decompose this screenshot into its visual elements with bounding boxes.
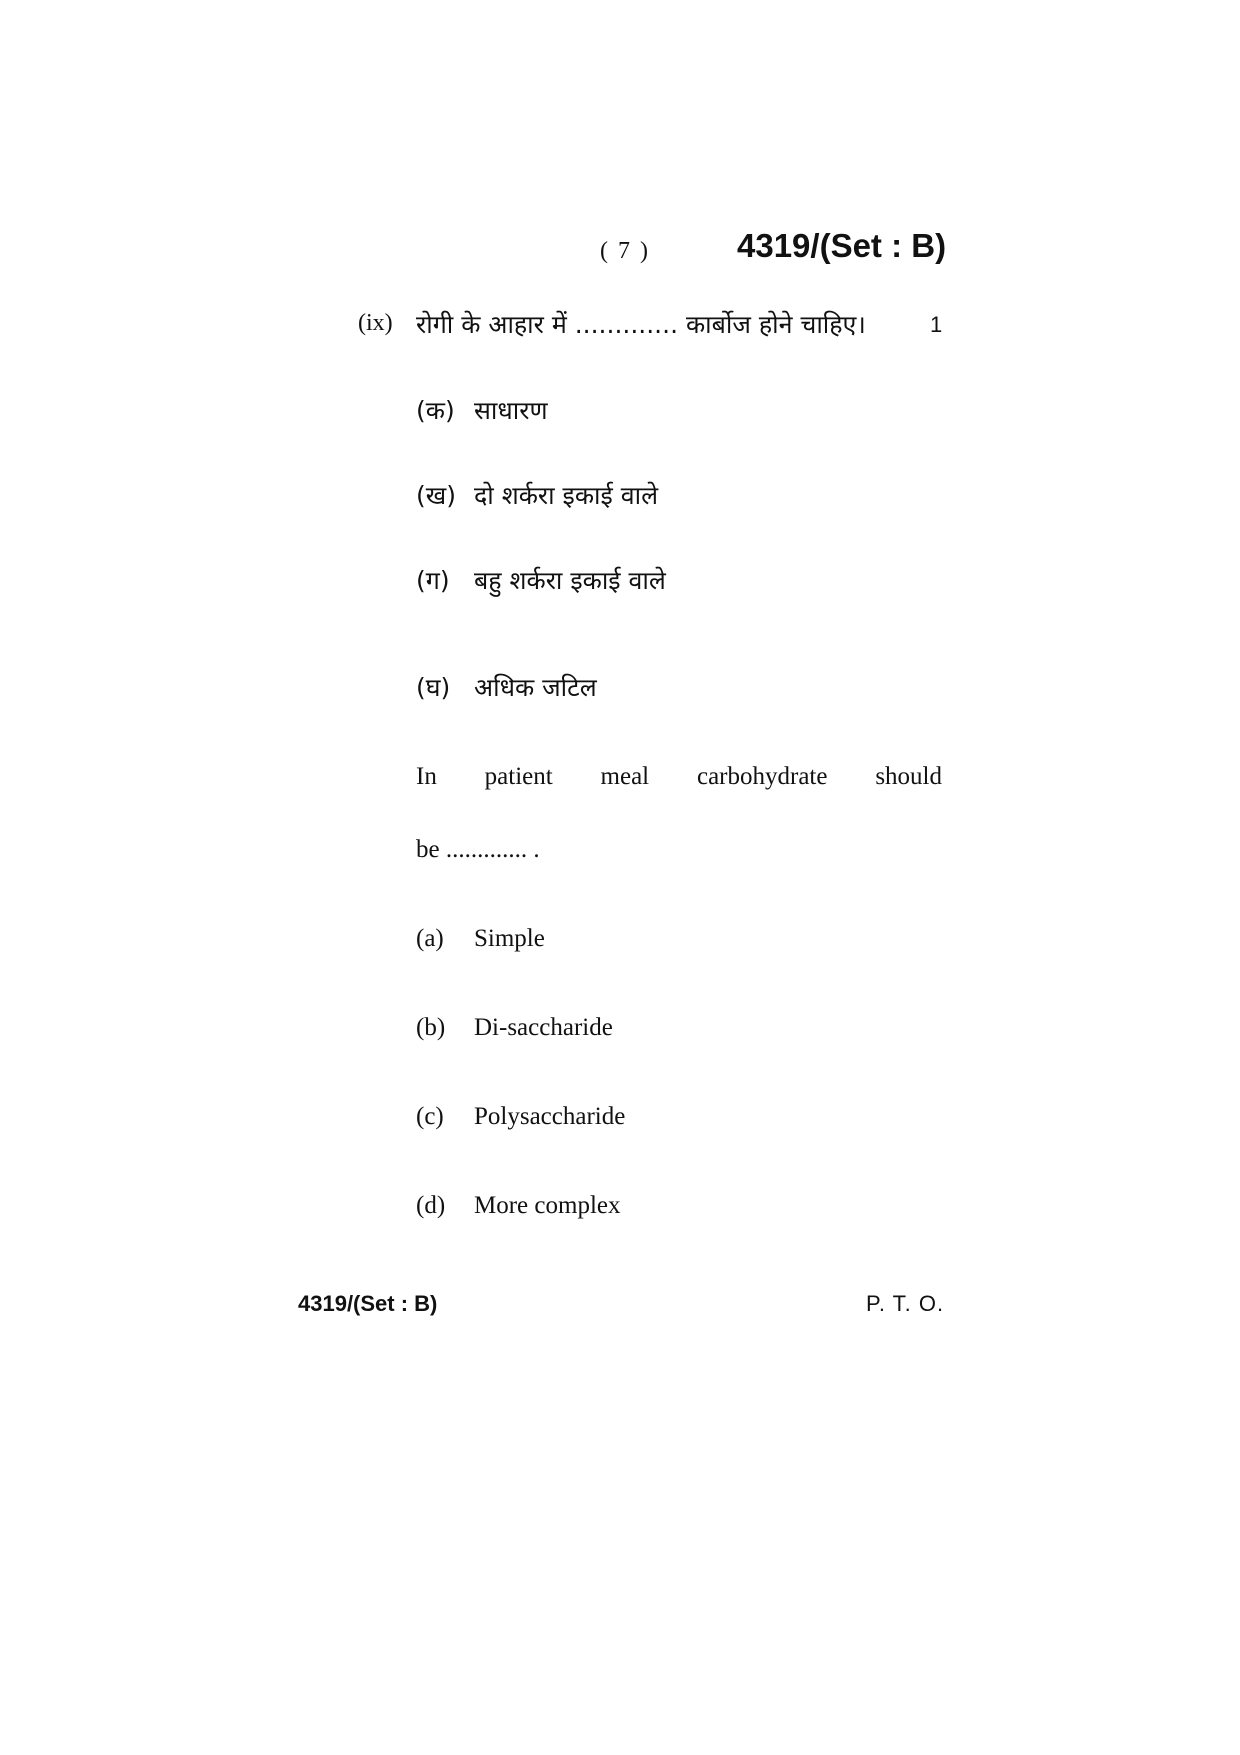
english-word: meal [600,763,650,790]
english-word: patient [484,763,553,790]
english-option-label-b: (b) [416,1014,446,1041]
please-turn-over: P. T. O. [866,1291,945,1316]
page-number: ( 7 ) [600,238,650,264]
question-marks: 1 [930,312,943,337]
english-word: In [416,763,437,790]
question-text-hindi: रोगी के आहार में ............. कार्बोज होने चाहिए। [416,310,866,339]
english-option-label-a: (a) [416,925,444,952]
paper-code-footer: 4319/(Set : B) [298,1291,438,1316]
hindi-option-text-ka: साधारण [474,396,548,425]
hindi-option-text-ga: बहु शर्करा इकाई वाले [474,566,666,595]
paper-code-header: 4319/(Set : B) [737,227,947,264]
question-text-english-line2: be ............. . [416,836,540,863]
english-word: carbohydrate [696,763,828,790]
question-text-english-line1 [416,763,942,791]
hindi-option-label-gha: (घ) [416,673,451,702]
hindi-option-label-ga: (ग) [416,566,450,595]
english-word: should [875,763,942,790]
english-option-label-d: (d) [416,1192,446,1219]
hindi-option-label-ka: (क) [416,396,455,425]
english-option-text-d: More complex [474,1192,621,1219]
hindi-option-text-gha: अधिक जटिल [474,673,597,702]
hindi-option-label-kha: (ख) [416,481,456,510]
english-option-text-b: Di-saccharide [474,1014,613,1041]
question-number: (ix) [358,310,393,336]
english-option-label-c: (c) [416,1103,444,1130]
hindi-option-text-kha: दो शर्करा इकाई वाले [474,481,659,510]
english-option-text-c: Polysaccharide [474,1103,626,1130]
english-option-text-a: Simple [474,925,545,952]
